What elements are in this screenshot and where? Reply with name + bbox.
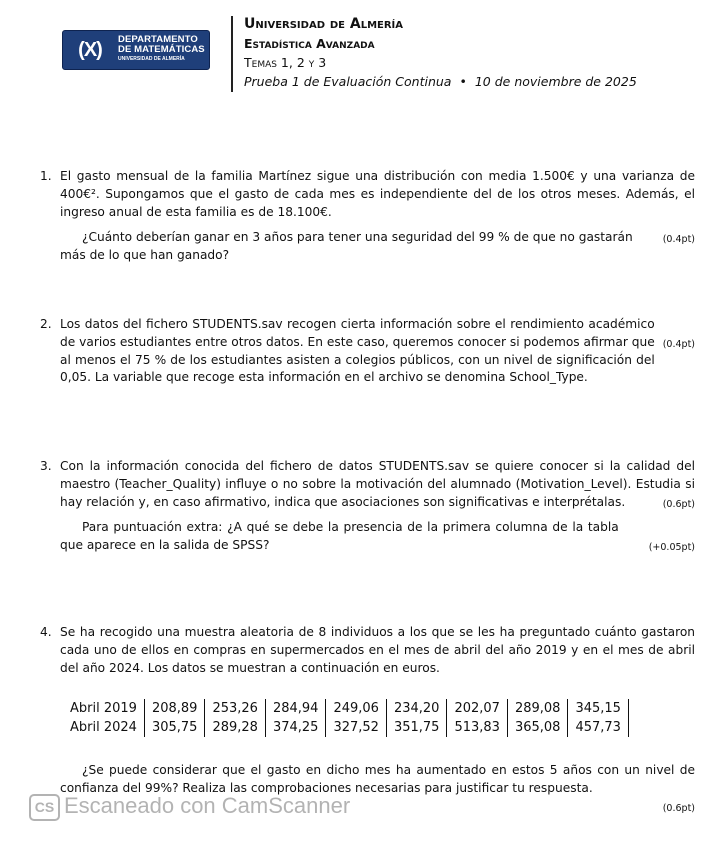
table-cell: 208,89 xyxy=(144,699,205,718)
table-cell: 513,83 xyxy=(447,718,508,737)
table-cell: 327,52 xyxy=(326,718,387,737)
table-cell: 351,75 xyxy=(386,718,447,737)
header-divider xyxy=(231,16,233,92)
question-prompt-text: ¿Cuánto deberían ganar en 3 años para tener una seguridad del 99 % de que no gastarán más de lo que han ganado? xyxy=(60,230,633,263)
header-separator: • xyxy=(459,74,467,89)
question-points: (0.4pt) xyxy=(662,234,695,246)
question-number: 2. xyxy=(40,317,52,331)
question-statement: El gasto mensual de la familia Martínez sigue una distribución con media 1.500€ y una varianza de 400€². Supongamos que el gasto de cada mes es independiente del de los otros meses. Además, el ingreso anual de esta familia es de 18.100€. xyxy=(60,169,695,219)
question-statement-text: Con la información conocida del fichero de datos STUDENTS.sav se quiere conocer si la calidad del maestro (Teacher_Quality) influye o no sobre la motivación del alumnado (Motivation_Level). Estudia si hay relación y, en caso afirmativo, indica que asociaciones son significativas e interprétalas. xyxy=(60,459,695,509)
question-statement: Se ha recogido una muestra aleatoria de 8 individuos a los que se les ha preguntado cuánto gastaron cada uno de ellos en compras en supermercados en el mes de abril del año 2019 y en el mes de abril del año 2024. Los datos se muestran a continuación en euros. xyxy=(60,625,695,675)
logo-line-3: UNIVERSIDAD DE ALMERÍA xyxy=(118,56,185,62)
table-cell: 202,07 xyxy=(447,699,508,718)
question-4 xyxy=(40,624,695,677)
question-points: (0.4pt) xyxy=(662,339,695,350)
table-cell: 253,26 xyxy=(205,699,266,718)
question-prompt xyxy=(60,229,695,265)
table-cell: 289,08 xyxy=(507,699,568,718)
question-statement xyxy=(60,316,695,387)
exam-line xyxy=(244,72,637,91)
table-cell: 284,94 xyxy=(265,699,326,718)
exam-date: 10 de noviembre de 2025 xyxy=(474,74,637,89)
table-cell: 374,25 xyxy=(265,718,326,737)
question-points: (0.6pt) xyxy=(662,802,695,814)
table-cell: 365,08 xyxy=(507,718,568,737)
university-name: Universidad de Almería xyxy=(244,16,404,32)
department-logo xyxy=(62,30,210,70)
logo-line-2: DE MATEMÁTICAS xyxy=(118,44,205,55)
question-number: 4. xyxy=(40,625,52,639)
spending-data-table xyxy=(66,699,629,737)
department-logo-symbol: (X) xyxy=(78,39,102,61)
table-cell: 234,20 xyxy=(386,699,447,718)
extra-credit-points: (+0.05pt) xyxy=(648,542,695,554)
question-points: (0.6pt) xyxy=(662,498,695,510)
table-row xyxy=(66,699,628,718)
question-3 xyxy=(40,458,695,557)
logo-line-1: DEPARTAMENTO xyxy=(118,34,198,45)
question-number: 3. xyxy=(40,459,52,473)
table-cell: 289,28 xyxy=(205,718,266,737)
department-logo-text xyxy=(118,35,205,63)
watermark-text: Escaneado con CamScanner xyxy=(64,793,351,818)
question-1 xyxy=(40,168,695,265)
table-cell: 457,73 xyxy=(568,718,629,737)
camscanner-icon: CS xyxy=(29,794,60,821)
question-2 xyxy=(40,316,695,387)
exam-title: Prueba 1 de Evaluación Continua xyxy=(244,74,452,89)
question-prompt-text: ¿Se puede considerar que el gasto en dicho mes ha aumentado en estos 5 años con un nivel de confianza del 99%? Realiza las comprobaciones necesarias para justificar tu respuesta. xyxy=(60,763,695,795)
table-cell: 305,75 xyxy=(144,718,205,737)
table-cell: 345,15 xyxy=(568,699,629,718)
table-cell: 249,06 xyxy=(326,699,387,718)
exam-header xyxy=(244,15,637,91)
question-number: 1. xyxy=(40,169,52,183)
topics-line: Temas 1, 2 y 3 xyxy=(244,55,327,70)
scanner-watermark xyxy=(29,793,350,821)
table-row xyxy=(66,718,628,737)
course-name: Estadística Avanzada xyxy=(244,36,375,51)
question-statement xyxy=(60,458,695,511)
question-statement-text: Los datos del fichero STUDENTS.sav recogen cierta información sobre el rendimiento académico de varios estudiantes entre otros datos. En este caso, queremos conocer si podemos afirmar que al menos el 75 % de los estudiantes asisten a colegios públicos, con un nivel de significación del 0,05. La variable que recoge esta información en el archivo se denomina School_Type. xyxy=(60,317,655,385)
row-label: Abril 2019 xyxy=(70,701,137,716)
extra-credit-prompt xyxy=(60,519,695,555)
row-label: Abril 2024 xyxy=(70,720,137,735)
extra-credit-text: Para puntuación extra: ¿A qué se debe la presencia de la primera columna de la tabla que aparece en la salida de SPSS? xyxy=(60,520,619,553)
